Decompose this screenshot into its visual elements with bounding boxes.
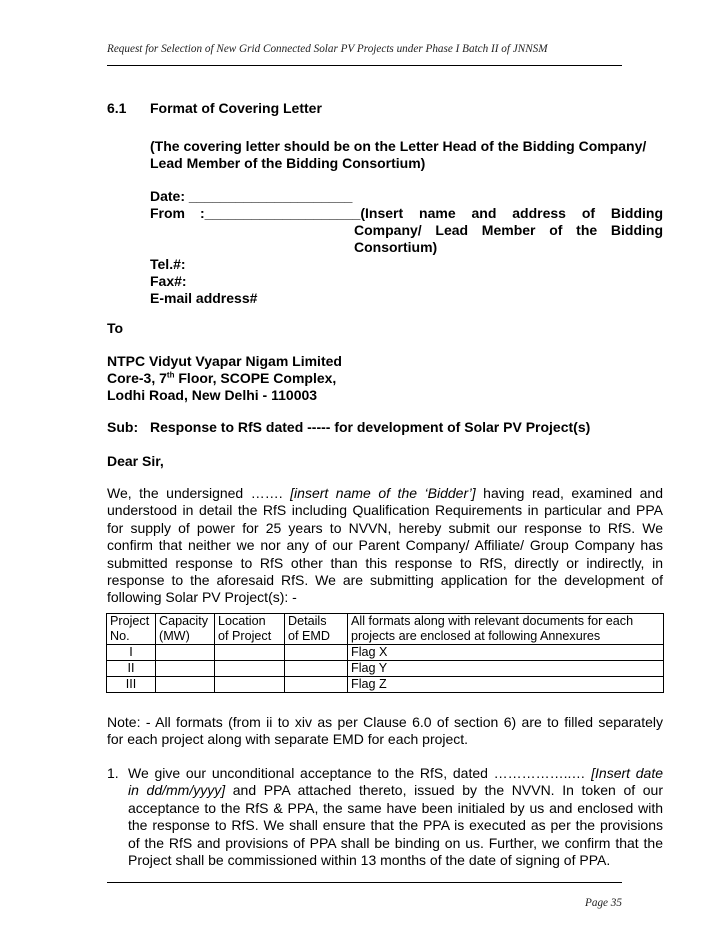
- cell-empty: [285, 661, 348, 677]
- header-cell-project-no: Project No.: [107, 614, 156, 645]
- table-row: [107, 677, 664, 693]
- fax-line: Fax#:: [150, 273, 187, 289]
- tel-line: Tel.#:: [150, 256, 186, 272]
- cell-empty: [156, 677, 215, 693]
- body-line: confirm that neither we nor any of our Parent Company/ Affiliate/ Group Company has: [107, 537, 663, 554]
- instruction-line-2: Lead Member of the Bidding Consortium): [150, 155, 426, 171]
- point-1-line: the response to RfS. We shall ensure that the PPA is executed as per the provisions: [128, 817, 663, 834]
- table-row: [107, 645, 664, 661]
- from-label: From: [150, 205, 185, 221]
- body-line: response to the aforesaid RfS. We are submitting application for the development of: [107, 572, 663, 589]
- point-1-line-last: Project shall be commissioned within 13 months of the date of signing of PPA.: [128, 852, 611, 869]
- salutation: Dear Sir,: [107, 453, 164, 469]
- section-title: Format of Covering Letter: [150, 100, 322, 116]
- section-number: 6.1: [107, 100, 127, 116]
- note-line-2: for each project along with separate EMD for each project.: [107, 731, 469, 748]
- subject-text: Response to RfS dated ----- for development of Solar PV Project(s): [150, 419, 591, 435]
- header-cell-capacity: Capacity (MW): [156, 614, 215, 645]
- from-continuation-2: Consortium): [354, 239, 438, 255]
- cell-project-no: I: [107, 645, 156, 661]
- table-header-row: [107, 614, 664, 645]
- point-1-number: 1.: [107, 765, 119, 781]
- recipient-line-3: Lodhi Road, New Delhi - 110003: [107, 387, 318, 403]
- point-1-paragraph: [128, 765, 663, 869]
- subject-label: Sub:: [107, 419, 139, 435]
- body-paragraph: [107, 485, 663, 607]
- body-line: submitted response to RfS other than this response to RfS, directly or indirectly, in: [107, 554, 663, 571]
- cell-empty: [285, 677, 348, 693]
- header-cell-location: Location of Project: [215, 614, 285, 645]
- body-line-1: We, the undersigned ……. [insert name of the ‘Bidder’] having read, examined and: [107, 485, 663, 501]
- cell-empty: [215, 661, 285, 677]
- body-line-last: following Solar PV Project(s): -: [107, 589, 297, 606]
- header-rule: [107, 65, 622, 66]
- cell-flag: Flag X: [348, 645, 664, 661]
- email-line: E-mail address#: [150, 290, 258, 306]
- body-line: understood in detail the RfS including Qualification Requirements in particular and PPA: [107, 502, 663, 519]
- footer-rule: [107, 882, 622, 883]
- cell-flag: Flag Z: [348, 677, 664, 693]
- projects-table: [106, 613, 664, 693]
- cell-empty: [215, 677, 285, 693]
- to-label: To: [107, 320, 124, 336]
- cell-empty: [215, 645, 285, 661]
- header-cell-annexures: All formats along with relevant documents for each projects are enclosed at following Annexures: [348, 614, 664, 645]
- running-header: Request for Selection of New Grid Connected Solar PV Projects under Phase I Batch II of JNNSM: [107, 43, 548, 55]
- note-paragraph: [107, 714, 663, 749]
- recipient-line-1: NTPC Vidyut Vyapar Nigam Limited: [107, 353, 342, 369]
- cell-empty: [285, 645, 348, 661]
- cell-empty: [156, 645, 215, 661]
- note-line-1: Note: - All formats (from ii to xiv as per Clause 6.0 of section 6) are to filled separately: [107, 714, 663, 730]
- cell-project-no: III: [107, 677, 156, 693]
- point-1-line: of the RfS and provisions of PPA shall be binding on us. Further, we confirm that the: [128, 834, 663, 851]
- page-number: Page 35: [585, 897, 622, 909]
- cell-project-no: II: [107, 661, 156, 677]
- from-continuation-1: Company/ Lead Member of the Bidding: [354, 222, 663, 238]
- point-1-line: acceptance to the RfS & PPA, the same have been initialed by us and enclosed with: [128, 799, 663, 816]
- recipient-line-2: Core-3, 7th Floor, SCOPE Complex,: [107, 370, 337, 386]
- cell-flag: Flag Y: [348, 661, 664, 677]
- table-row: [107, 661, 664, 677]
- body-line: for supply of power for 25 years to NVVN, hereby submit our response to RfS. We: [107, 519, 663, 536]
- cell-empty: [156, 661, 215, 677]
- point-1-line-1: We give our unconditional acceptance to the RfS, dated ……………..… [Insert date: [128, 765, 663, 781]
- point-1-line-2: in dd/mm/yyyy] and PPA attached thereto, issued by the NVVN. In token of our: [128, 782, 663, 799]
- date-line: Date: _____________________: [150, 188, 353, 204]
- instruction-line-1: (The covering letter should be on the Letter Head of the Bidding Company/: [150, 138, 647, 154]
- header-cell-emd: Details of EMD: [285, 614, 348, 645]
- from-line: :____________________(Insert name and address of Bidding: [200, 205, 663, 221]
